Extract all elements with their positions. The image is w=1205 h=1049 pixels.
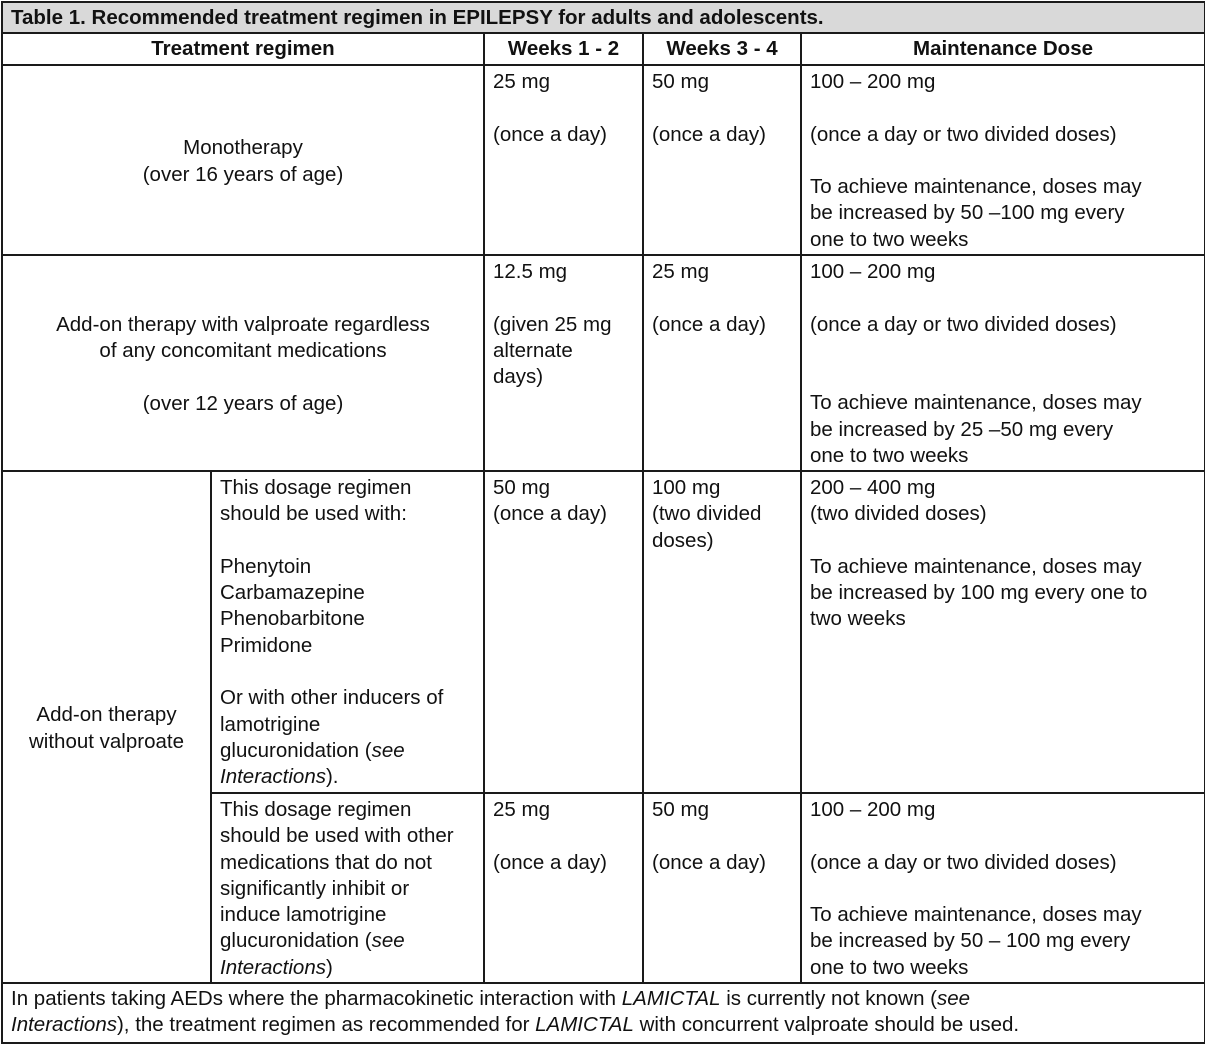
criteria-text: glucuronidation ( [220, 929, 372, 953]
criteria-line: Carbamazepine [220, 581, 365, 605]
dose-line: (once a day) [652, 312, 766, 336]
dose-line: 25 mg [493, 70, 550, 93]
criteria-text: ) [325, 955, 333, 979]
dose-line: (two divided doses) [810, 502, 987, 526]
dose-line: To achieve maintenance, doses may [810, 391, 1142, 415]
interactions-reference: Interactions [11, 1013, 117, 1037]
interactions-reference: Interactions [220, 765, 326, 789]
dose-line: be increased by 50 –100 mg every [810, 201, 1125, 225]
dose-line: 50 mg [493, 476, 550, 499]
see-text: see [371, 929, 405, 953]
footer-text: is currently not known ( [720, 987, 937, 1010]
regimen-cell [2, 471, 211, 983]
table-row-monotherapy [2, 65, 1205, 255]
table-row-with-valproate [2, 255, 1205, 471]
dose-line: (once a day) [493, 502, 607, 526]
dose-line: be increased by 100 mg every one to [810, 581, 1148, 605]
criteria-line: Phenytoin [220, 554, 312, 578]
criteria-line: This dosage regimen [220, 798, 412, 821]
header-treatment-regimen: Treatment regimen [2, 33, 484, 65]
header-weeks-3-4: Weeks 3 - 4 [643, 33, 801, 65]
dose-line: 12.5 mg [493, 260, 568, 283]
dose-line: 100 – 200 mg [810, 260, 936, 283]
weeks-1-2-cell [484, 65, 643, 255]
criteria-line: Or with other inducers of [220, 686, 444, 710]
dose-line: (once a day) [652, 122, 766, 146]
dose-line: 200 – 400 mg [810, 476, 936, 499]
dose-line: one to two weeks [810, 227, 969, 251]
weeks-1-2-cell [484, 471, 643, 793]
criteria-line: should be used with other [220, 824, 454, 848]
dosage-table [1, 1, 1205, 1044]
regimen-line: Add-on therapy [36, 703, 177, 727]
dose-line: (once a day) [493, 122, 607, 146]
dose-line: 100 – 200 mg [810, 70, 936, 93]
dose-line: To achieve maintenance, doses may [810, 554, 1142, 578]
regimen-line: (over 16 years of age) [142, 162, 344, 186]
weeks-3-4-cell [643, 65, 801, 255]
criteria-text: ). [325, 765, 339, 789]
criteria-line [220, 738, 475, 764]
criteria-cell [211, 793, 484, 983]
regimen-line: (over 12 years of age) [142, 391, 344, 415]
footer-text: with concurrent valproate should be used. [633, 1013, 1020, 1037]
maintenance-cell [801, 471, 1205, 793]
dose-line: (once a day or two divided doses) [810, 122, 1117, 146]
dose-line: 100 – 200 mg [810, 798, 936, 821]
maintenance-cell [801, 65, 1205, 255]
table-footer-row [2, 983, 1205, 1043]
criteria-line: lamotrigine [220, 712, 321, 736]
interactions-reference: Interactions [220, 955, 326, 979]
weeks-3-4-cell [643, 255, 801, 471]
dose-line: 100 mg [652, 476, 721, 499]
footer-note [2, 983, 1205, 1043]
criteria-line: Phenobarbitone [220, 607, 365, 631]
maintenance-cell [801, 793, 1205, 983]
regimen-cell [2, 255, 484, 471]
dose-line: one to two weeks [810, 955, 969, 979]
dose-line: days) [493, 365, 544, 389]
footer-text: ), the treatment regimen as recommended for [116, 1013, 536, 1037]
dose-line: (once a day) [652, 850, 766, 874]
dose-line: doses) [652, 528, 714, 552]
footer-text: In patients taking AEDs where the pharmacokinetic interaction with [11, 987, 622, 1010]
criteria-line [220, 764, 475, 790]
dose-line: 25 mg [652, 260, 709, 283]
see-text: see [371, 738, 405, 762]
dose-line: one to two weeks [810, 444, 969, 468]
dose-line: 50 mg [652, 70, 709, 93]
criteria-line: significantly inhibit or [220, 876, 410, 900]
dose-line: (two divided [652, 502, 762, 526]
regimen-line: Monotherapy [183, 136, 303, 160]
weeks-3-4-cell [643, 471, 801, 793]
weeks-3-4-cell [643, 793, 801, 983]
dose-line: 25 mg [493, 798, 550, 821]
dose-line: (once a day) [493, 850, 607, 874]
dose-line: To achieve maintenance, doses may [810, 175, 1142, 199]
dose-line: two weeks [810, 607, 906, 631]
dose-line: be increased by 50 – 100 mg every [810, 929, 1131, 953]
criteria-line [220, 928, 475, 954]
criteria-line: induce lamotrigine [220, 903, 387, 927]
regimen-line: without valproate [29, 729, 184, 753]
dose-line: (given 25 mg [493, 312, 612, 336]
drug-name: LAMICTAL [621, 987, 721, 1010]
maintenance-cell [801, 255, 1205, 471]
dose-line: (once a day or two divided doses) [810, 850, 1117, 874]
criteria-line: This dosage regimen [220, 476, 412, 499]
header-weeks-1-2: Weeks 1 - 2 [484, 33, 643, 65]
weeks-1-2-cell [484, 793, 643, 983]
dose-line: be increased by 25 –50 mg every [810, 417, 1114, 441]
criteria-line: Primidone [220, 633, 313, 657]
table-row-without-valproate-inducers [2, 471, 1205, 793]
dose-line: To achieve maintenance, doses may [810, 903, 1142, 927]
criteria-line: should be used with: [220, 502, 407, 526]
dose-line: alternate [493, 338, 573, 362]
see-text: see [937, 987, 971, 1010]
table-caption: Table 1. Recommended treatment regimen in EPILEPSY for adults and adolescents. [2, 2, 1205, 33]
regimen-line: Add-on therapy with valproate regardless [56, 312, 430, 336]
header-maintenance-dose: Maintenance Dose [801, 33, 1205, 65]
dose-line: 50 mg [652, 798, 709, 821]
criteria-text: glucuronidation ( [220, 738, 372, 762]
dose-line: (once a day or two divided doses) [810, 312, 1117, 336]
criteria-line: medications that do not [220, 850, 432, 874]
regimen-cell [2, 65, 484, 255]
criteria-line [220, 955, 475, 981]
criteria-cell [211, 471, 484, 793]
drug-name: LAMICTAL [535, 1013, 634, 1037]
weeks-1-2-cell [484, 255, 643, 471]
regimen-line: of any concomitant medications [99, 339, 387, 363]
